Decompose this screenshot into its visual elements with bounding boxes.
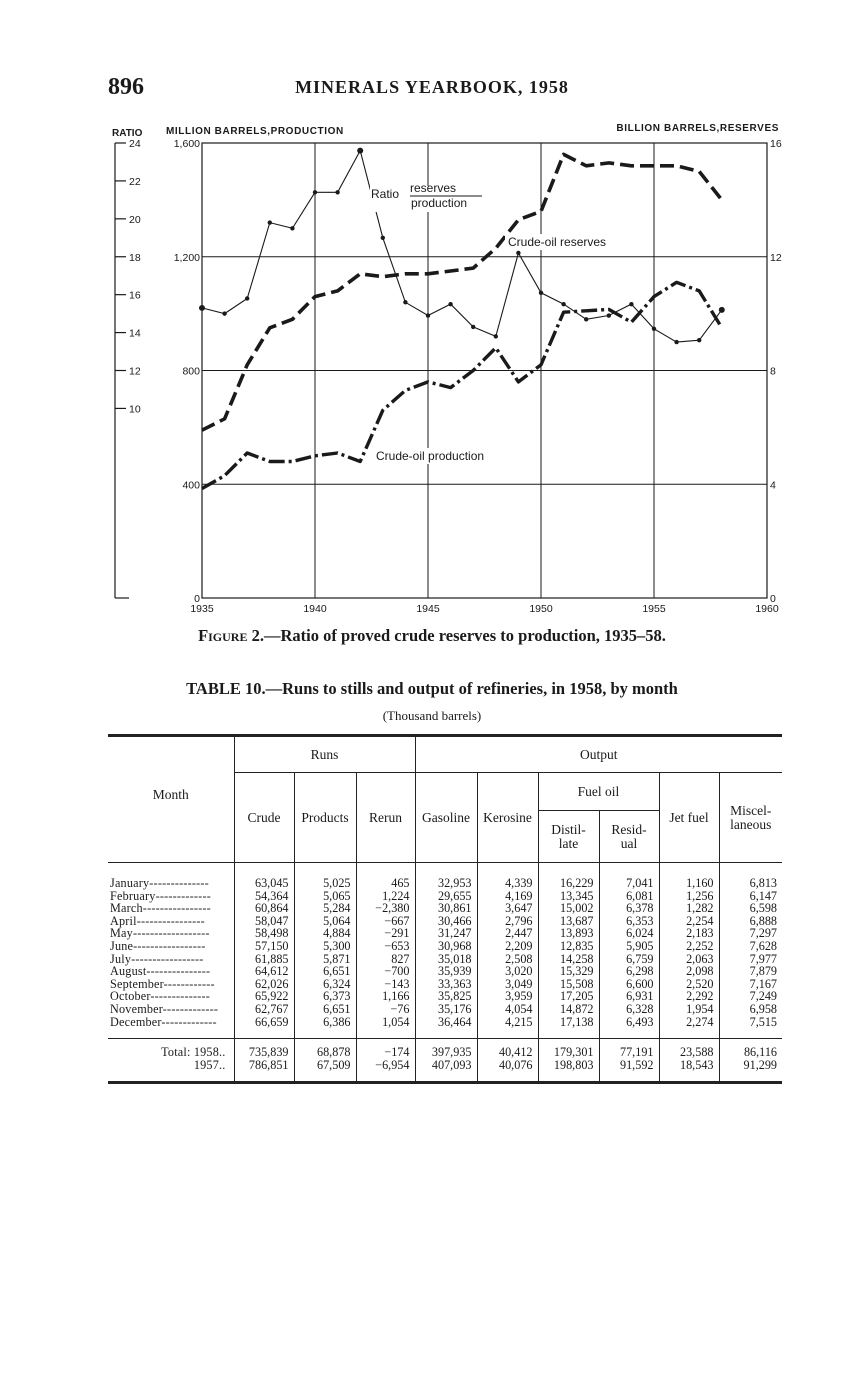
cell-value: 58,498 xyxy=(234,927,294,940)
reserves-tick-label: 12 xyxy=(770,251,782,264)
cell-value: 465 xyxy=(356,863,415,890)
cell-value: 15,508 xyxy=(538,978,599,991)
cell-value: 31,247 xyxy=(415,927,477,940)
row-label: March---------------- xyxy=(110,901,211,916)
reserves-tick-label: 0 xyxy=(770,593,776,605)
cell-value: 13,345 xyxy=(538,890,599,903)
cell-value: 68,878 xyxy=(294,1039,356,1059)
cell-value: 6,081 xyxy=(599,890,659,903)
cell-value: 54,364 xyxy=(234,890,294,903)
row-label: January-------------- xyxy=(108,863,234,890)
cell-value: 36,464 xyxy=(415,1016,477,1039)
cell-value: −76 xyxy=(356,1003,415,1016)
header-crude: Crude xyxy=(234,773,294,863)
cell-value: 2,274 xyxy=(659,1016,719,1039)
cell-value: 91,299 xyxy=(719,1059,782,1083)
cell-value: 91,592 xyxy=(599,1059,659,1083)
ratio-tick-label: 22 xyxy=(129,175,141,188)
table-row xyxy=(108,1016,782,1039)
running-title: MINERALS YEARBOOK, 1958 xyxy=(295,77,569,97)
cell-value: 6,493 xyxy=(599,1016,659,1039)
cell-value: −653 xyxy=(356,940,415,953)
header-runs: Runs xyxy=(234,736,415,773)
ratio-reserves-production-point xyxy=(629,302,633,306)
cell-value: 3,049 xyxy=(477,978,538,991)
cell-value: 35,825 xyxy=(415,990,477,1003)
ratio-tick-label: 14 xyxy=(129,327,141,340)
cell-value: 16,229 xyxy=(538,863,599,890)
row-label: November------------- xyxy=(110,1001,219,1016)
ratio-reserves-production-point xyxy=(584,317,588,321)
cell-value: 5,905 xyxy=(599,940,659,953)
x-tick-label: 1950 xyxy=(529,603,553,615)
ratio-tick-label: 20 xyxy=(129,213,141,226)
cell-value: 2,209 xyxy=(477,940,538,953)
row-label: August--------------- xyxy=(110,964,211,979)
cell-value: 3,959 xyxy=(477,990,538,1003)
ratio-reserves-production-point xyxy=(381,236,385,240)
ratio-reserves-production-point xyxy=(313,190,317,194)
ratio-reserves-production-chart xyxy=(0,100,864,620)
header-products: Products xyxy=(294,773,356,863)
cell-value: 4,884 xyxy=(294,927,356,940)
cell-value: 15,002 xyxy=(538,902,599,915)
row-label: May------------------ xyxy=(110,926,210,941)
cell-value: 1,160 xyxy=(659,863,719,890)
cell-value: 58,047 xyxy=(234,915,294,928)
cell-value: 5,064 xyxy=(294,915,356,928)
row-label: April---------------- xyxy=(110,913,205,928)
cell-value: 3,020 xyxy=(477,965,538,978)
cell-value: 13,687 xyxy=(538,915,599,928)
page-number: 896 xyxy=(108,74,144,100)
ratio-reserves-production-point xyxy=(516,251,520,255)
x-tick-label: 1945 xyxy=(416,603,440,615)
ratio-reserves-production-point xyxy=(403,300,407,304)
cell-value: 7,977 xyxy=(719,953,782,966)
ratio-reserves-production-point xyxy=(222,311,226,315)
cell-value: 3,647 xyxy=(477,902,538,915)
annotation-ratio-word: Ratio xyxy=(371,187,400,201)
header-jet-fuel: Jet fuel xyxy=(659,773,719,863)
ratio-reserves-production-line xyxy=(202,151,722,343)
cell-value: −6,954 xyxy=(356,1059,415,1083)
cell-value: 6,598 xyxy=(719,902,782,915)
cell-value: 32,953 xyxy=(415,863,477,890)
table-unit: (Thousand barrels) xyxy=(382,708,482,723)
row-label: Total: 1958.. xyxy=(108,1039,234,1059)
cell-value: 30,466 xyxy=(415,915,477,928)
cell-value: 5,025 xyxy=(294,863,356,890)
production-tick-label: 800 xyxy=(182,365,200,378)
cell-value: 2,254 xyxy=(659,915,719,928)
cell-value: 2,063 xyxy=(659,953,719,966)
cell-value: 35,939 xyxy=(415,965,477,978)
ratio-reserves-production-point xyxy=(426,313,430,317)
cell-value: 35,176 xyxy=(415,1003,477,1016)
table-title: TABLE 10.—Runs to stills and output of refineries, in 1958, by month xyxy=(186,679,678,698)
cell-value: 6,958 xyxy=(719,1003,782,1016)
cell-value: 7,249 xyxy=(719,990,782,1003)
cell-value: 61,885 xyxy=(234,953,294,966)
cell-value: 29,655 xyxy=(415,890,477,903)
cell-value: −291 xyxy=(356,927,415,940)
total-row xyxy=(108,1059,782,1083)
row-label: October-------------- xyxy=(110,989,211,1004)
cell-value: 1,282 xyxy=(659,902,719,915)
cell-value: 786,851 xyxy=(234,1059,294,1083)
cell-value: 17,205 xyxy=(538,990,599,1003)
ratio-reserves-production-point xyxy=(607,313,611,317)
ratio-reserves-production-point xyxy=(199,305,205,311)
cell-value: 66,659 xyxy=(234,1016,294,1039)
cell-value: 33,363 xyxy=(415,978,477,991)
ratio-reserves-production-point xyxy=(448,302,452,306)
cell-value: 30,968 xyxy=(415,940,477,953)
header-gasoline: Gasoline xyxy=(415,773,477,863)
x-tick-label: 1935 xyxy=(190,603,214,615)
cell-value: 1,224 xyxy=(356,890,415,903)
cell-value: 6,813 xyxy=(719,863,782,890)
cell-value: 5,871 xyxy=(294,953,356,966)
ratio-reserves-production-point xyxy=(697,338,701,342)
cell-value: 57,150 xyxy=(234,940,294,953)
cell-value: 5,300 xyxy=(294,940,356,953)
cell-value: 4,339 xyxy=(477,863,538,890)
figure-caption-text: —Ratio of proved crude reserves to production, 1935–58. xyxy=(263,626,666,645)
row-label: December------------- xyxy=(110,1014,217,1029)
cell-value: 62,026 xyxy=(234,978,294,991)
ratio-axis-title: RATIO xyxy=(112,128,143,139)
cell-value: 14,872 xyxy=(538,1003,599,1016)
cell-value: 6,147 xyxy=(719,890,782,903)
ratio-tick-label: 10 xyxy=(129,403,141,416)
annotation-ratio-denominator: production xyxy=(411,196,468,210)
cell-value: 6,328 xyxy=(599,1003,659,1016)
x-tick-label: 1940 xyxy=(303,603,327,615)
figure-caption xyxy=(0,626,864,646)
header-miscellaneous: Miscel- laneous xyxy=(719,773,782,863)
cell-value: 2,183 xyxy=(659,927,719,940)
ratio-tick-label: 24 xyxy=(129,138,141,150)
reserves-tick-label: 8 xyxy=(770,365,776,378)
cell-value: 4,169 xyxy=(477,890,538,903)
production-tick-label: 400 xyxy=(182,479,200,492)
cell-value: 827 xyxy=(356,953,415,966)
cell-value: 2,098 xyxy=(659,965,719,978)
header-month: Month xyxy=(108,736,234,863)
cell-value: 179,301 xyxy=(538,1039,599,1059)
cell-value: 65,922 xyxy=(234,990,294,1003)
reserves-tick-label: 16 xyxy=(770,138,782,150)
x-tick-label: 1955 xyxy=(642,603,666,615)
reserves-tick-label: 4 xyxy=(770,479,776,492)
cell-value: 2,447 xyxy=(477,927,538,940)
ratio-reserves-production-point xyxy=(357,148,363,154)
row-label: September------------ xyxy=(110,976,215,991)
ratio-reserves-production-point xyxy=(335,190,339,194)
annotation-ratio-numerator: reserves xyxy=(410,181,457,195)
cell-value: 7,515 xyxy=(719,1016,782,1039)
production-tick-label: 1,600 xyxy=(173,138,200,150)
cell-value: 7,167 xyxy=(719,978,782,991)
runs-output-table xyxy=(108,734,782,1084)
cell-value: 6,651 xyxy=(294,965,356,978)
ratio-reserves-production-point xyxy=(268,220,272,224)
header-rerun: Rerun xyxy=(356,773,415,863)
production-tick-label: 1,200 xyxy=(173,251,200,264)
header-output: Output xyxy=(415,736,782,773)
cell-value: 4,215 xyxy=(477,1016,538,1039)
row-label: July----------------- xyxy=(110,951,204,966)
row-label: 1957.. xyxy=(193,1057,226,1072)
cell-value: 60,864 xyxy=(234,902,294,915)
cell-value: 63,045 xyxy=(234,863,294,890)
header-distillate: Distil- late xyxy=(538,811,599,863)
cell-value: 64,612 xyxy=(234,965,294,978)
cell-value: 7,879 xyxy=(719,965,782,978)
cell-value: 7,297 xyxy=(719,927,782,940)
cell-value: 6,298 xyxy=(599,965,659,978)
cell-value: 30,861 xyxy=(415,902,477,915)
cell-value: 6,386 xyxy=(294,1016,356,1039)
ratio-reserves-production-point xyxy=(539,291,543,295)
cell-value: 6,600 xyxy=(599,978,659,991)
cell-value: 62,767 xyxy=(234,1003,294,1016)
ratio-tick-label: 16 xyxy=(129,289,141,302)
cell-value: 397,935 xyxy=(415,1039,477,1059)
ratio-tick-label: 18 xyxy=(129,251,141,264)
cell-value: −700 xyxy=(356,965,415,978)
cell-value: −667 xyxy=(356,915,415,928)
table-body xyxy=(108,863,782,1083)
ratio-reserves-production-point xyxy=(561,302,565,306)
cell-value: 1,256 xyxy=(659,890,719,903)
cell-value: 2,796 xyxy=(477,915,538,928)
ratio-reserves-production-point xyxy=(290,226,294,230)
ratio-reserves-production-point xyxy=(652,327,656,331)
reserves-axis-title: BILLION BARRELS,RESERVES xyxy=(616,123,779,134)
cell-value: 35,018 xyxy=(415,953,477,966)
cell-value: 77,191 xyxy=(599,1039,659,1059)
cell-value: 17,138 xyxy=(538,1016,599,1039)
ratio-reserves-production-point xyxy=(719,307,725,313)
cell-value: 5,284 xyxy=(294,902,356,915)
production-tick-label: 0 xyxy=(194,593,200,605)
cell-value: 86,116 xyxy=(719,1039,782,1059)
cell-value: 6,931 xyxy=(599,990,659,1003)
cell-value: 2,508 xyxy=(477,953,538,966)
ratio-reserves-production-point xyxy=(471,325,475,329)
header-residual: Resid- ual xyxy=(599,811,659,863)
row-label: June----------------- xyxy=(110,938,206,953)
cell-value: 1,954 xyxy=(659,1003,719,1016)
cell-value: 6,759 xyxy=(599,953,659,966)
table-row xyxy=(108,965,782,978)
cell-value: 7,041 xyxy=(599,863,659,890)
header-kerosine: Kerosine xyxy=(477,773,538,863)
cell-value: 14,258 xyxy=(538,953,599,966)
cell-value: 6,651 xyxy=(294,1003,356,1016)
annotation-reserves: Crude-oil reserves xyxy=(508,235,607,249)
cell-value: 40,412 xyxy=(477,1039,538,1059)
annotation-production: Crude-oil production xyxy=(376,449,485,463)
production-axis-title: MILLION BARRELS,PRODUCTION xyxy=(166,126,344,137)
cell-value: 6,024 xyxy=(599,927,659,940)
cell-value: 2,252 xyxy=(659,940,719,953)
cell-value: −174 xyxy=(356,1039,415,1059)
cell-value: 735,839 xyxy=(234,1039,294,1059)
ratio-reserves-production-point xyxy=(674,340,678,344)
cell-value: 407,093 xyxy=(415,1059,477,1083)
cell-value: 7,628 xyxy=(719,940,782,953)
total-row xyxy=(108,1039,782,1059)
cell-value: 12,835 xyxy=(538,940,599,953)
row-label: February------------- xyxy=(110,888,211,903)
cell-value: 6,353 xyxy=(599,915,659,928)
cell-value: 1,166 xyxy=(356,990,415,1003)
cell-value: 13,893 xyxy=(538,927,599,940)
cell-value: 6,373 xyxy=(294,990,356,1003)
header-fuel-oil: Fuel oil xyxy=(538,773,659,811)
table-row xyxy=(108,1003,782,1016)
cell-value: 198,803 xyxy=(538,1059,599,1083)
table-row xyxy=(108,863,782,890)
cell-value: 6,378 xyxy=(599,902,659,915)
cell-value: 23,588 xyxy=(659,1039,719,1059)
ratio-tick-label: 12 xyxy=(129,365,141,378)
cell-value: 67,509 xyxy=(294,1059,356,1083)
cell-value: −143 xyxy=(356,978,415,991)
cell-value: 1,054 xyxy=(356,1016,415,1039)
x-tick-label: 1960 xyxy=(755,603,779,615)
cell-value: −2,380 xyxy=(356,902,415,915)
figure-caption-prefix: Figure 2. xyxy=(198,626,264,645)
cell-value: 4,054 xyxy=(477,1003,538,1016)
cell-value: 6,324 xyxy=(294,978,356,991)
ratio-reserves-production-point xyxy=(494,334,498,338)
cell-value: 5,065 xyxy=(294,890,356,903)
table-row xyxy=(108,902,782,915)
cell-value: 40,076 xyxy=(477,1059,538,1083)
table-row xyxy=(108,940,782,953)
cell-value: 2,292 xyxy=(659,990,719,1003)
cell-value: 18,543 xyxy=(659,1059,719,1083)
ratio-reserves-production-point xyxy=(245,296,249,300)
cell-value: 6,888 xyxy=(719,915,782,928)
cell-value: 2,520 xyxy=(659,978,719,991)
cell-value: 15,329 xyxy=(538,965,599,978)
